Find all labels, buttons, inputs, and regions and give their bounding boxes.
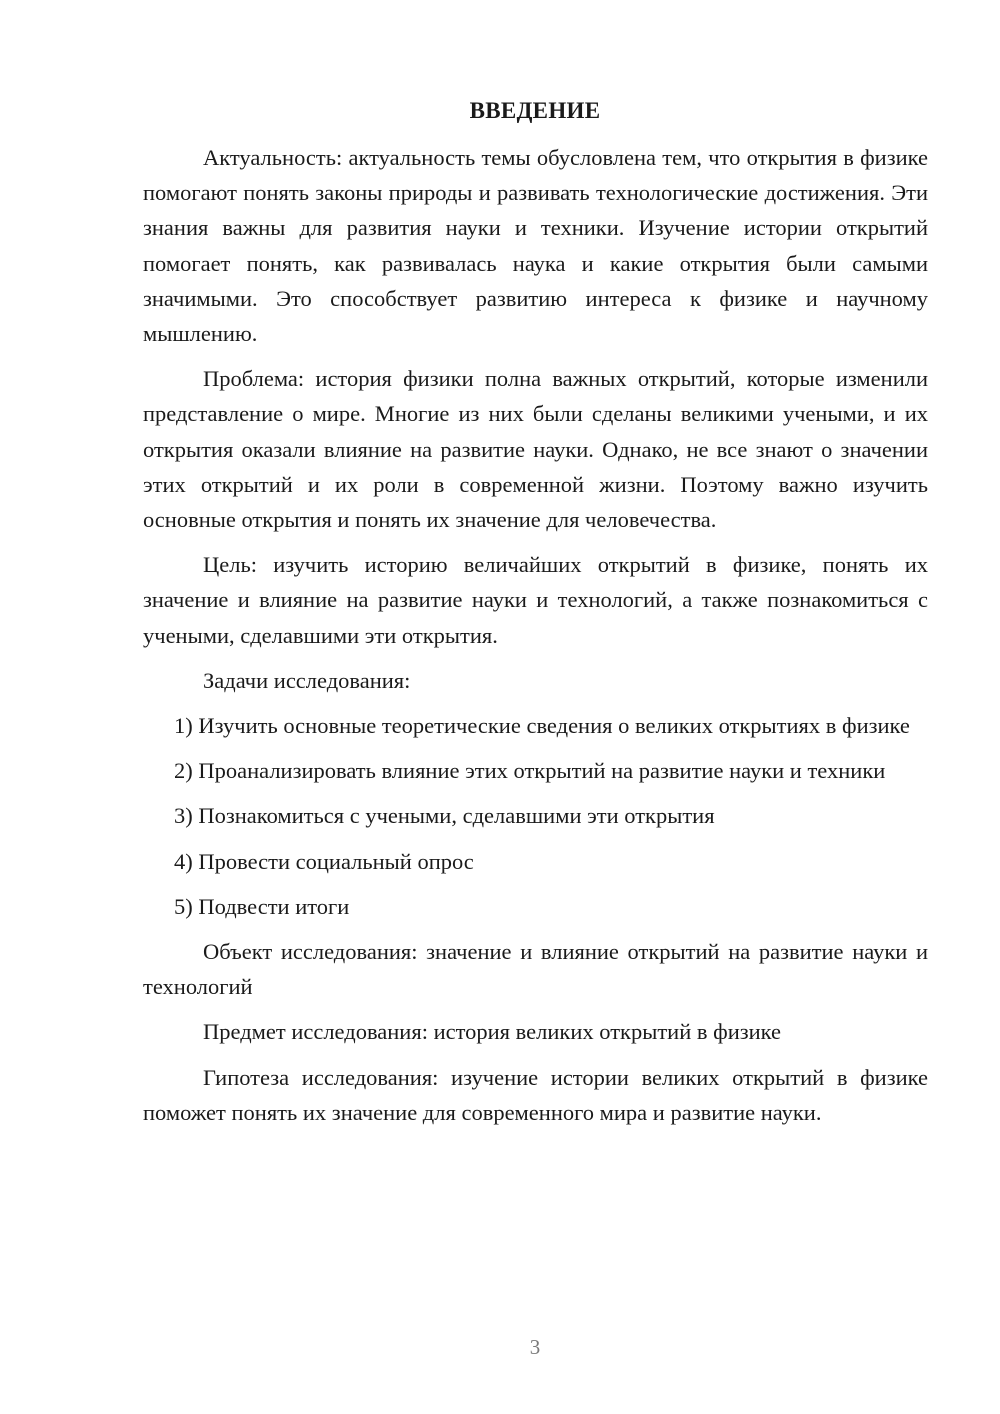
paragraph-relevance: Актуальность: актуальность темы обусловлена тем, что открытия в физике помогают понять законы природы и развивать технологические достижения. Эти знания важны для развития науки и техники. Изучение истории открытий помогает понять, как развивалась наука и какие открытия были самыми значимыми. Это способствует развитию интереса к физике и научному мышлению. [143,145,928,347]
task-item-5: 5) Подвести итоги [174,893,350,919]
task-item-1: 1) Изучить основные теоретические сведения о великих открытиях в физике [174,713,910,739]
task-item-2: 2) Проанализировать влияние этих открытий на развитие науки и техники [174,758,886,784]
task-item-4: 4) Провести социальный опрос [174,848,474,874]
task-item-3: 3) Познакомиться с учеными, сделавшими эти открытия [174,803,715,829]
paragraph-tasks-heading: Задачи исследования: [203,667,411,693]
page-title: ВВЕДЕНИЕ [469,98,601,123]
paragraph-goal: Цель: изучить историю величайших открытий в физике, понять их значение и влияние на развитие науки и технологий, а также познакомиться с учеными, сделавшими эти открытия. [143,552,928,648]
page-number: 3 [529,1335,541,1359]
paragraph-subject: Предмет исследования: история великих открытий в физике [203,1019,782,1045]
paragraph-object: Объект исследования: значение и влияние открытий на развитие науки и технологий [143,939,928,1000]
body-text [143,140,928,1140]
paragraph-hypothesis: Гипотеза исследования: изучение истории великих открытий в физике поможет понять их значение для современного мира и развитие науки. [143,1064,928,1125]
paragraph-problem: Проблема: история физики полна важных открытий, которые изменили представление о мире. Многие из них были сделаны великими учеными, и их открытия оказали влияние на развитие науки. Однако, не все знают о значении этих открытий и их роли в современной жизни. Поэтому важно изучить основные открытия и понять их значение для человечества. [143,366,928,533]
